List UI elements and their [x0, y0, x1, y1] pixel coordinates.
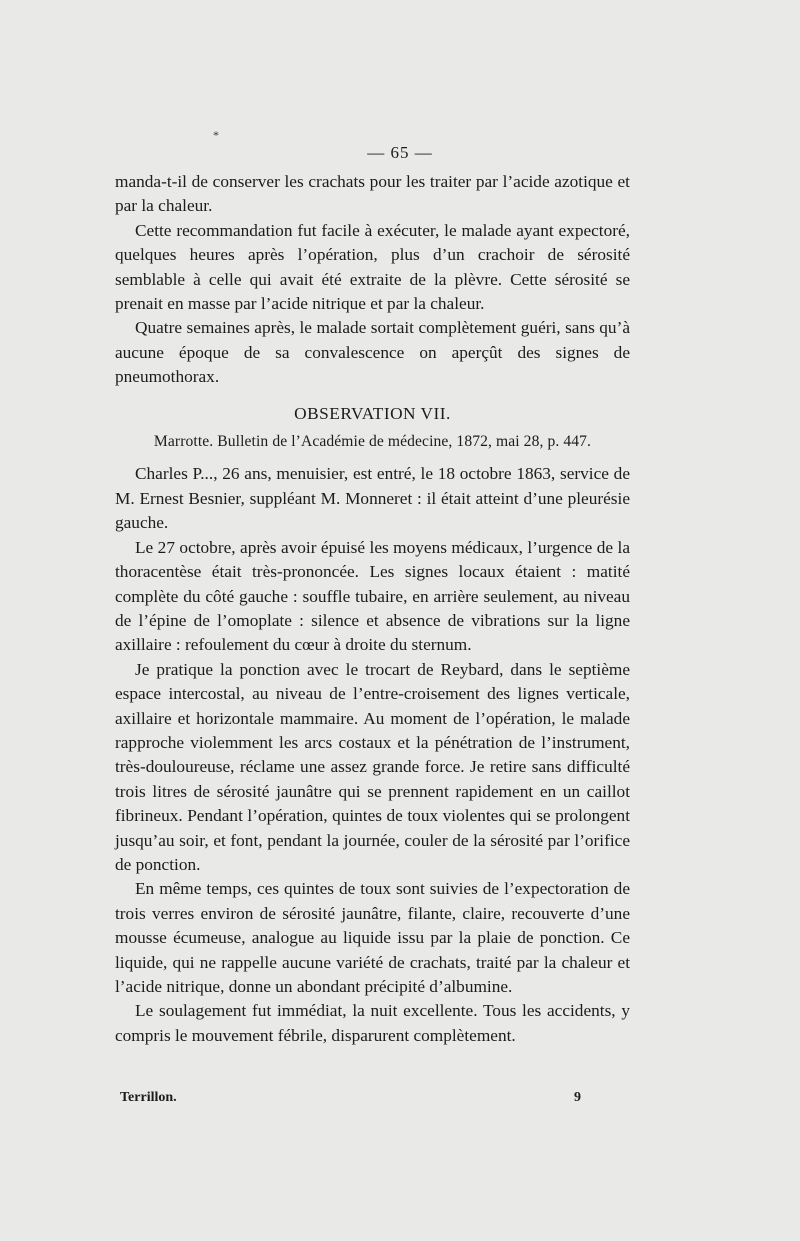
- bibliographic-reference: Marrotte. Bulletin de l’Académie de médecine, 1872, mai 28, p. 447.: [153, 433, 592, 451]
- main-text: [115, 170, 630, 1048]
- paragraph: En même temps, ces quintes de toux sont suivies de l’expectoration de trois verres environ de sérosité jaunâtre, filante, claire, recouverte d’une mousse écumeuse, analogue au liquide issu par la plaie de ponction. Ce liquide, qui ne rappelle aucune variété de crachats, traité par la chaleur et l’acide nitrique, donne un abondant précipité d’albumine.: [115, 879, 630, 996]
- paragraph: Le 27 octobre, après avoir épuisé les moyens médicaux, l’urgence de la thoracentèse était très-prononcée. Les signes locaux étaient : matité complète du côté gauche : souffle tubaire, en arrière seulement, au niveau de l’épine de l’omoplate : silence et absence de vibrations sur la ligne axillaire : refoulement du cœur à droite du sternum.: [115, 537, 630, 655]
- observation-heading: OBSERVATION VII.: [294, 403, 451, 423]
- page-number: — 65 —: [367, 143, 433, 162]
- printer-mark: *: [213, 128, 219, 142]
- paragraph: Je pratique la ponction avec le trocart de Reybard, dans le septième espace intercostal, au niveau de l’entre-croisement des lignes verticale, axillaire et horizontale mammaire. Au moment de l’opération, le malade rapproche violemment les arcs costaux et la pénétration de l’instrument, très-douloureuse, réclame une assez grande force. Je retire sans difficulté trois litres de sérosité jaunâtre qui se prennent rapidement en un caillot fibrineux. Pendant l’opération, quintes de toux violentes qui se prolongent jusqu’au soir, et font, pendant la journée, couler de la sérosité par l’orifice de ponction.: [115, 659, 630, 874]
- paragraph: Le soulagement fut immédiat, la nuit excellente. Tous les accidents, y compris le mouvement fébrile, disparurent complètement.: [115, 1001, 630, 1045]
- paragraph: Cette recommandation fut facile à exécuter, le malade ayant expectoré, quelques heures après l’opération, plus d’un crachoir de sérosité semblable à celle qui avait été extraite de la plèvre. Cette sérosité se prenait en masse par l’acide nitrique et par la chaleur.: [115, 220, 630, 314]
- paragraph: Quatre semaines après, le malade sortait complètement guéri, sans qu’à aucune époque de sa convalescence on aperçût des signes de pneumothorax.: [115, 318, 630, 387]
- paragraph: Charles P..., 26 ans, menuisier, est entré, le 18 octobre 1863, service de M. Ernest Besnier, suppléant M. Monneret : il était atteint d’une pleurésie gauche.: [115, 464, 630, 533]
- paragraph-continuation: manda-t-il de conserver les crachats pour les traiter par l’acide azotique et par la chaleur.: [115, 172, 630, 216]
- footer-signature: Terrillon.: [120, 1090, 177, 1105]
- footer-sheet-number: 9: [574, 1090, 581, 1105]
